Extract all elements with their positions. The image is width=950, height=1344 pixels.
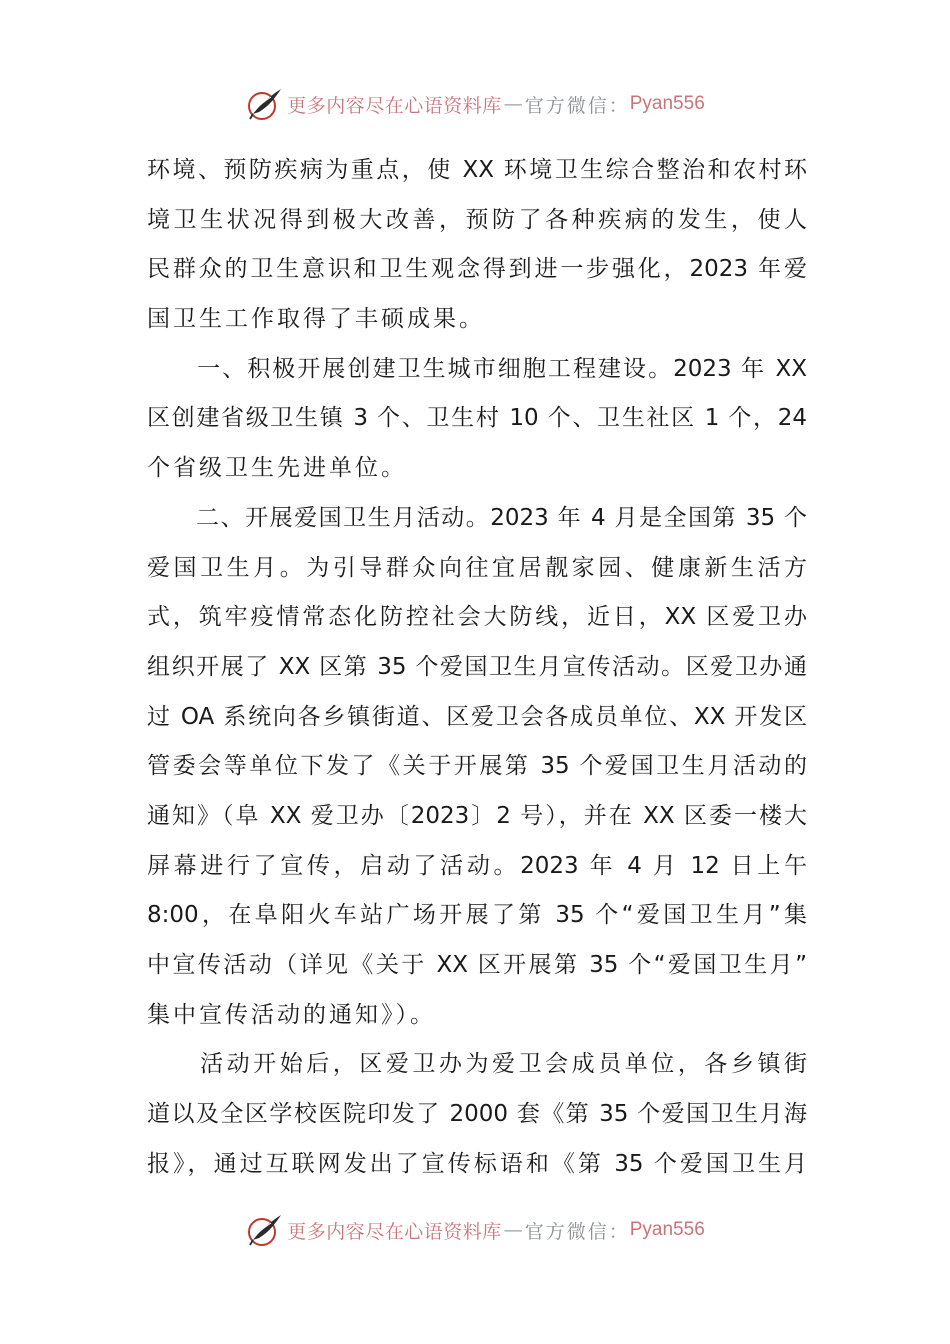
text-line: 环境、预防疾病为重点，使 XX 环境卫生综合整治和农村环 <box>147 157 807 183</box>
text-line: 境卫生状况得到极大改善，预防了各种疾病的发生，使人 <box>147 206 807 233</box>
text-line: 国卫生工作取得了丰硕成果。 <box>147 306 485 333</box>
text-line: 屏幕进行了宣传，启动了活动。2023 年 4 月 12 日上午 <box>147 852 807 879</box>
text-line: 过 OA 系统向各乡镇街道、区爱卫会各成员单位、XX 开发区 <box>147 703 807 730</box>
banner-site-text: 更多内容尽在心语资料库 <box>287 1220 502 1243</box>
footer-watermark-banner <box>0 1208 950 1252</box>
header-watermark-banner <box>0 82 950 126</box>
quill-pen-logo-icon <box>245 84 285 124</box>
text-line: 爱国卫生月。为引导群众向往宜居靓家园、健康新生活方 <box>147 554 807 581</box>
banner-dash: — <box>503 1219 523 1241</box>
text-line: 民群众的卫生意识和卫生观念得到进一步强化，2023 年爱 <box>147 256 807 283</box>
text-line: 一、积极开展创建卫生城市细胞工程建设。2023 年 XX <box>147 355 807 382</box>
text-line: 集中宣传活动的通知》）。 <box>147 1001 436 1028</box>
banner-official-label: 官方微信： <box>524 94 630 117</box>
text-line: 二、开展爱国卫生月活动。2023 年 4 月是全国第 35 个 <box>147 504 807 531</box>
text-line: 道以及全区学校医院印发了 2000 套《第 35 个爱国卫生月海 <box>147 1101 807 1128</box>
banner-dash: — <box>503 93 523 115</box>
document-body <box>147 146 807 1189</box>
banner-wechat-id: Pyan556 <box>629 1219 705 1240</box>
text-line: 通知》（阜 XX 爱卫办〔2023〕2 号），并在 XX 区委一楼大 <box>147 802 807 829</box>
text-line: 报》，通过互联网发出了宣传标语和《第 35 个爱国卫生月 <box>147 1150 807 1177</box>
text-line: 个省级卫生先进单位。 <box>147 455 407 482</box>
quill-pen-logo-icon <box>245 1210 285 1250</box>
banner-wechat-id: Pyan556 <box>629 93 705 114</box>
text-line: 管委会等单位下发了《关于开展第 35 个爱国卫生月活动的 <box>147 753 807 780</box>
text-line: 8:00，在阜阳火车站广场开展了第 35 个“爱国卫生月”集 <box>147 902 807 929</box>
text-line: 组织开展了 XX 区第 35 个爱国卫生月宣传活动。区爱卫办通 <box>147 653 807 680</box>
banner-site-text: 更多内容尽在心语资料库 <box>287 94 502 117</box>
text-line: 式，筑牢疫情常态化防控社会大防线，近日，XX 区爱卫办 <box>147 604 807 631</box>
text-line: 中宣传活动（详见《关于 XX 区开展第 35 个“爱国卫生月” <box>147 952 807 978</box>
text-line: 活动开始后，区爱卫办为爱卫会成员单位，各乡镇街 <box>147 1051 807 1078</box>
text-line: 区创建省级卫生镇 3 个、卫生村 10 个、卫生社区 1 个，24 <box>147 405 807 432</box>
banner-official-label: 官方微信： <box>524 1220 630 1243</box>
